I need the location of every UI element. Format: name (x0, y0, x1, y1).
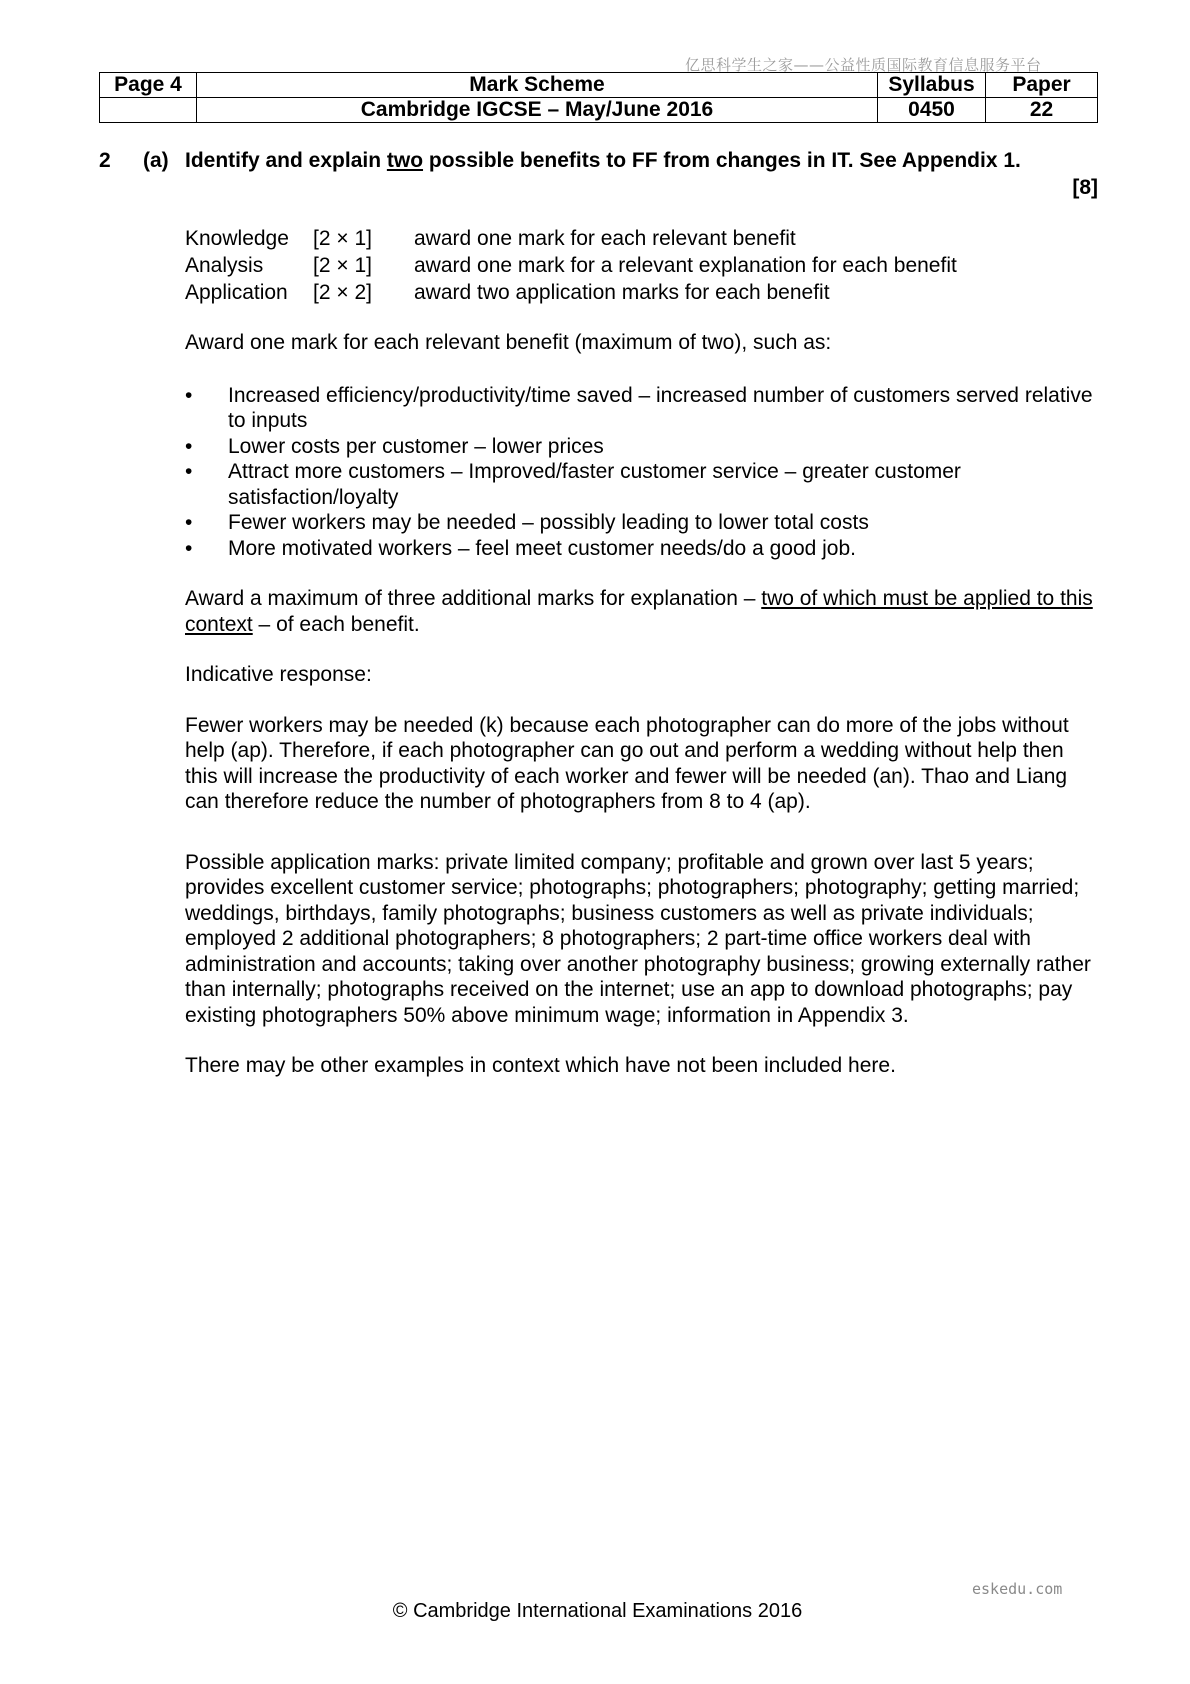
header-blank-cell (100, 98, 197, 123)
explanation-underlined: two of which must be applied to this context (185, 587, 1093, 636)
criteria-list (185, 226, 1095, 307)
bullet-icon: • (185, 460, 193, 483)
question-part: (a) (143, 149, 169, 172)
header-table (99, 72, 1098, 123)
list-item (185, 459, 1095, 510)
criterion-name: Knowledge (185, 227, 289, 250)
question-marks: [8] (1072, 176, 1098, 199)
question-text-end: possible benefits to FF from changes in IT. See Appendix 1. (423, 149, 1021, 172)
criterion-name: Analysis (185, 254, 264, 277)
bullet-text: Lower costs per customer – lower prices (228, 434, 604, 458)
criterion-multiplier: [2 × 1] (313, 254, 372, 277)
criterion-multiplier: [2 × 2] (313, 281, 372, 304)
list-item (185, 383, 1095, 434)
mark-scheme-body (185, 226, 1095, 1079)
list-item (185, 536, 1095, 562)
bullet-text: Increased efficiency/productivity/time saved – increased number of customers served relative to inputs (228, 383, 1093, 432)
indicative-label: Indicative response: (185, 663, 372, 686)
list-item (185, 510, 1095, 536)
bullet-icon: • (185, 383, 193, 407)
criterion-description: award two application marks for each benefit (414, 281, 830, 304)
application-marks: Possible application marks: private limited company; profitable and grown over last 5 years; provides excellent customer service; photographs; photographers; photography; getting married; weddings, birthdays, family photographs; business customers as well as private individuals; employed 2 additional photographers; 8 photographers; 2 part-time office workers deal with administration and accounts; taking over another photography business; growing externally rather than internally; photographs received on the internet; use an app to download photographs; pay existing photographers 50% above minimum wage; information in Appendix 3. (185, 850, 1091, 1027)
question-number: 2 (99, 149, 111, 172)
bullet-text: More motivated workers – feel meet customer needs/do a good job. (228, 536, 856, 560)
question-text-start: Identify and explain (185, 149, 387, 172)
page-number: Page 4 (100, 73, 197, 98)
criterion-row (185, 226, 1095, 253)
paper-number: 22 (986, 98, 1098, 123)
criterion-row (185, 280, 1095, 307)
exam-name: Cambridge IGCSE – May/June 2016 (197, 98, 878, 123)
paper-label: Paper (986, 73, 1098, 98)
document-title: Mark Scheme (197, 73, 878, 98)
explanation-end: – of each benefit. (252, 612, 420, 636)
criterion-name: Application (185, 281, 288, 304)
explanation-start: Award a maximum of three additional marks for explanation – (185, 587, 762, 610)
footer-watermark: eskedu.com (972, 1580, 1063, 1598)
indicative-response: Fewer workers may be needed (k) because each photographer can do more of the jobs without help (ap). Therefore, if each photographer can go out and perform a wedding without help then this will increase the productivity of each worker and fewer will be needed (an). Thao and Liang can therefore reduce the number of photographers from 8 to 4 (ap). (185, 713, 1069, 813)
bullet-icon: • (185, 511, 193, 534)
question-text-underlined: two (386, 149, 424, 172)
criterion-description: award one mark for each relevant benefit (414, 227, 796, 250)
header-row-1 (100, 73, 1098, 98)
criterion-row (185, 253, 1095, 280)
bullet-icon: • (185, 536, 193, 560)
other-examples-note: There may be other examples in context which have not been included here. (185, 1054, 896, 1077)
bullet-text: Attract more customers – Improved/faster customer service – greater customer satisfaction/loyalty (228, 460, 961, 509)
syllabus-label: Syllabus (878, 73, 986, 98)
bullet-icon: • (185, 434, 193, 458)
list-item (185, 434, 1095, 460)
criterion-multiplier: [2 × 1] (313, 227, 372, 250)
benefit-bullet-list (185, 383, 1095, 562)
header-row-2 (100, 98, 1098, 123)
criterion-description: award one mark for a relevant explanation for each benefit (414, 254, 957, 277)
syllabus-code: 0450 (878, 98, 986, 123)
copyright-footer: © Cambridge International Examinations 2016 (392, 1600, 803, 1622)
award-intro: Award one mark for each relevant benefit (maximum of two), such as: (185, 331, 832, 354)
explanation-instruction (185, 586, 1095, 637)
bullet-text: Fewer workers may be needed – possibly leading to lower total costs (228, 511, 869, 534)
question-text (185, 149, 1021, 173)
watermark-top: 亿思科学生之家——公益性质国际教育信息服务平台 (685, 56, 1042, 74)
